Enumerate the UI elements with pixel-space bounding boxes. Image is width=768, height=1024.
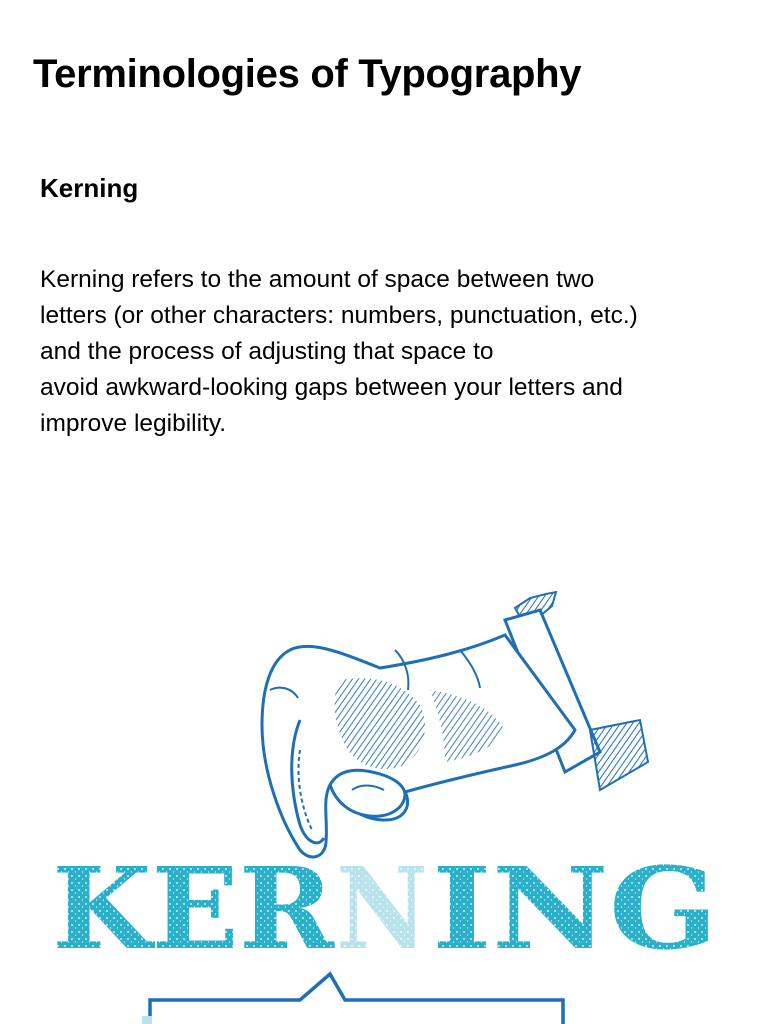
wordmark-left: KER [52, 844, 335, 975]
slide-title: Terminologies of Typography [33, 52, 582, 96]
wordmark-highlight-letter: N [336, 844, 428, 975]
paragraph-line: avoid awkward-looking gaps between your letters and [40, 374, 623, 401]
kerning-illustration [0, 580, 768, 1024]
wordmark-right: ING [432, 844, 718, 975]
paragraph-line: improve legibility. [40, 410, 227, 437]
paragraph-line: letters (or other characters: numbers, punctuation, etc.) [40, 302, 638, 329]
section-heading: Kerning [40, 173, 139, 203]
paragraph-line: and the process of adjusting that space to [40, 338, 494, 365]
speech-bubble [142, 974, 563, 1024]
definition-paragraph [40, 262, 740, 442]
kerning-wordmark [52, 844, 718, 975]
hand-icon [262, 592, 648, 857]
paragraph-line: Kerning refers to the amount of space between two [40, 266, 595, 293]
